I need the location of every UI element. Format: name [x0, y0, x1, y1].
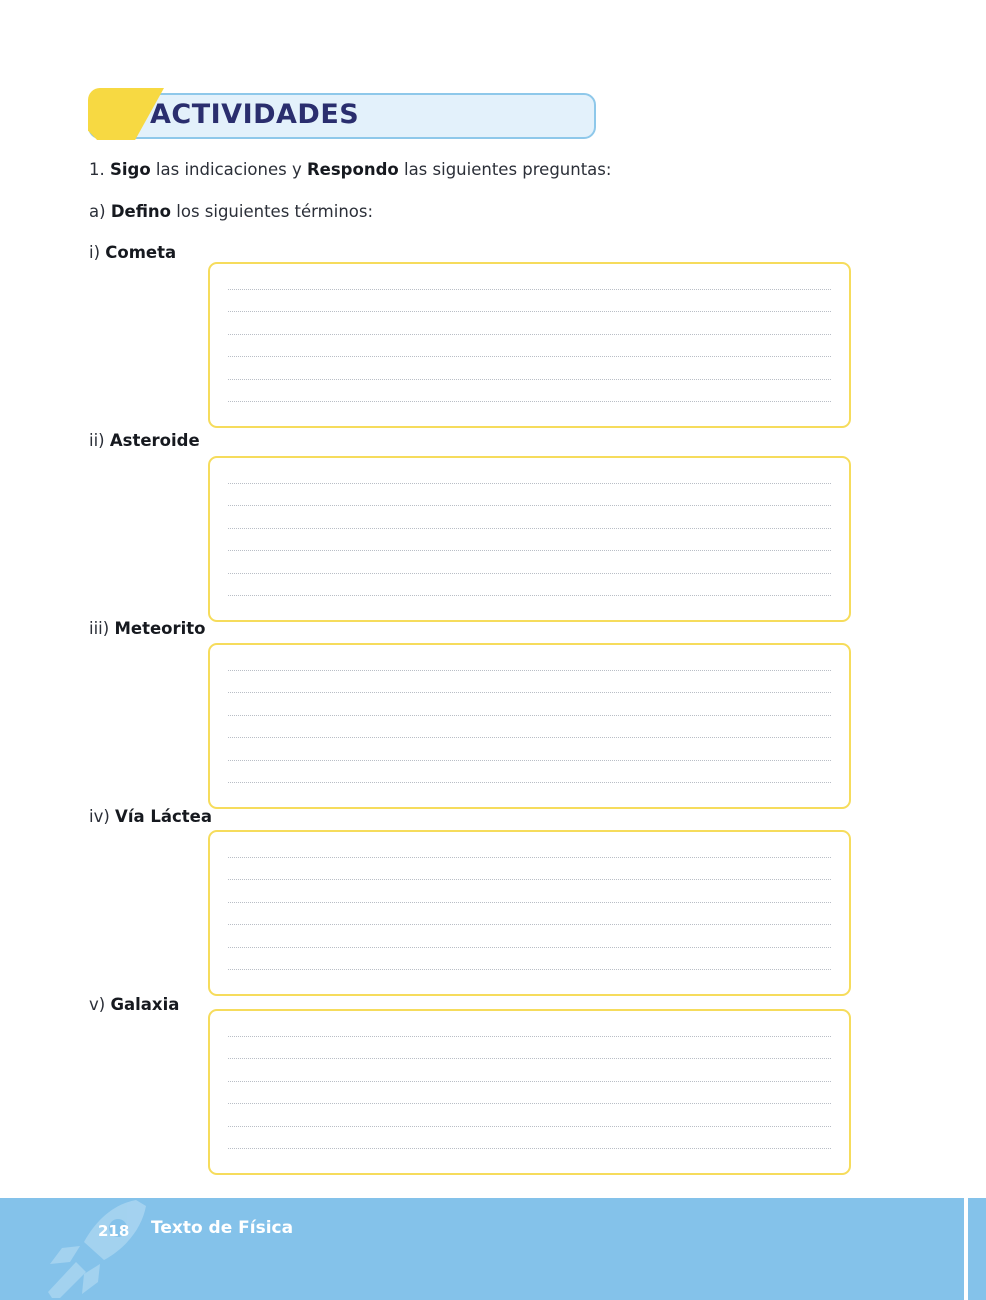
term-name: Asteroide	[109, 431, 200, 450]
term-numeral: iii)	[89, 619, 110, 638]
term-numeral: v)	[89, 995, 106, 1014]
writing-line	[228, 595, 831, 596]
writing-line	[228, 1126, 831, 1127]
term-name: Galaxia	[110, 995, 180, 1014]
writing-line	[228, 924, 831, 925]
term-label-asteroide	[89, 431, 200, 450]
writing-line	[228, 902, 831, 903]
writing-line	[228, 760, 831, 761]
instruction-verb-1: Sigo	[110, 160, 151, 179]
subtask	[89, 202, 373, 221]
term-name: Meteorito	[114, 619, 206, 638]
writing-line	[228, 857, 831, 858]
writing-line	[228, 483, 831, 484]
writing-line	[228, 737, 831, 738]
writing-line	[228, 1081, 831, 1082]
instruction-mid: las indicaciones y	[150, 160, 307, 179]
instruction-verb-2: Respondo	[306, 160, 399, 179]
term-label-galaxia	[89, 995, 179, 1014]
subtask-rest: los siguientes términos:	[171, 202, 374, 221]
writing-line	[228, 573, 831, 574]
instruction-number: 1.	[89, 160, 105, 179]
instruction	[89, 160, 611, 179]
term-label-meteorito	[89, 619, 206, 638]
term-name: Vía Láctea	[115, 807, 212, 826]
writing-line	[228, 1103, 831, 1104]
writing-line	[228, 879, 831, 880]
writing-line	[228, 670, 831, 671]
answer-box-galaxia[interactable]	[208, 1009, 851, 1175]
term-numeral: iv)	[89, 807, 110, 826]
writing-line	[228, 334, 831, 335]
subtask-letter: a)	[89, 202, 106, 221]
writing-line	[228, 379, 831, 380]
writing-line	[228, 1148, 831, 1149]
writing-line	[228, 505, 831, 506]
page-footer	[0, 1198, 986, 1300]
term-name: Cometa	[105, 243, 177, 262]
subtask-verb: Defino	[110, 202, 172, 221]
term-numeral: i)	[89, 243, 101, 262]
writing-line	[228, 715, 831, 716]
answer-box-asteroide[interactable]	[208, 456, 851, 622]
activities-banner	[88, 88, 598, 142]
writing-line	[228, 528, 831, 529]
rocket-icon	[40, 1198, 150, 1300]
writing-line	[228, 692, 831, 693]
term-numeral: ii)	[89, 431, 105, 450]
writing-line	[228, 311, 831, 312]
term-label-via-lactea	[89, 807, 212, 826]
writing-line	[228, 356, 831, 357]
writing-line	[228, 1058, 831, 1059]
writing-line	[228, 947, 831, 948]
answer-box-cometa[interactable]	[208, 262, 851, 428]
term-label-cometa	[89, 243, 176, 262]
book-title: Texto de Física	[151, 1218, 294, 1238]
writing-line	[228, 550, 831, 551]
answer-box-meteorito[interactable]	[208, 643, 851, 809]
writing-line	[228, 969, 831, 970]
page-title: ACTIVIDADES	[150, 99, 360, 130]
writing-line	[228, 782, 831, 783]
instruction-rest: las siguientes preguntas:	[398, 160, 612, 179]
page-number: 218	[98, 1222, 130, 1240]
writing-line	[228, 289, 831, 290]
footer-edge-stripe	[964, 1198, 968, 1300]
writing-line	[228, 1036, 831, 1037]
writing-line	[228, 401, 831, 402]
answer-box-via-lactea[interactable]	[208, 830, 851, 996]
